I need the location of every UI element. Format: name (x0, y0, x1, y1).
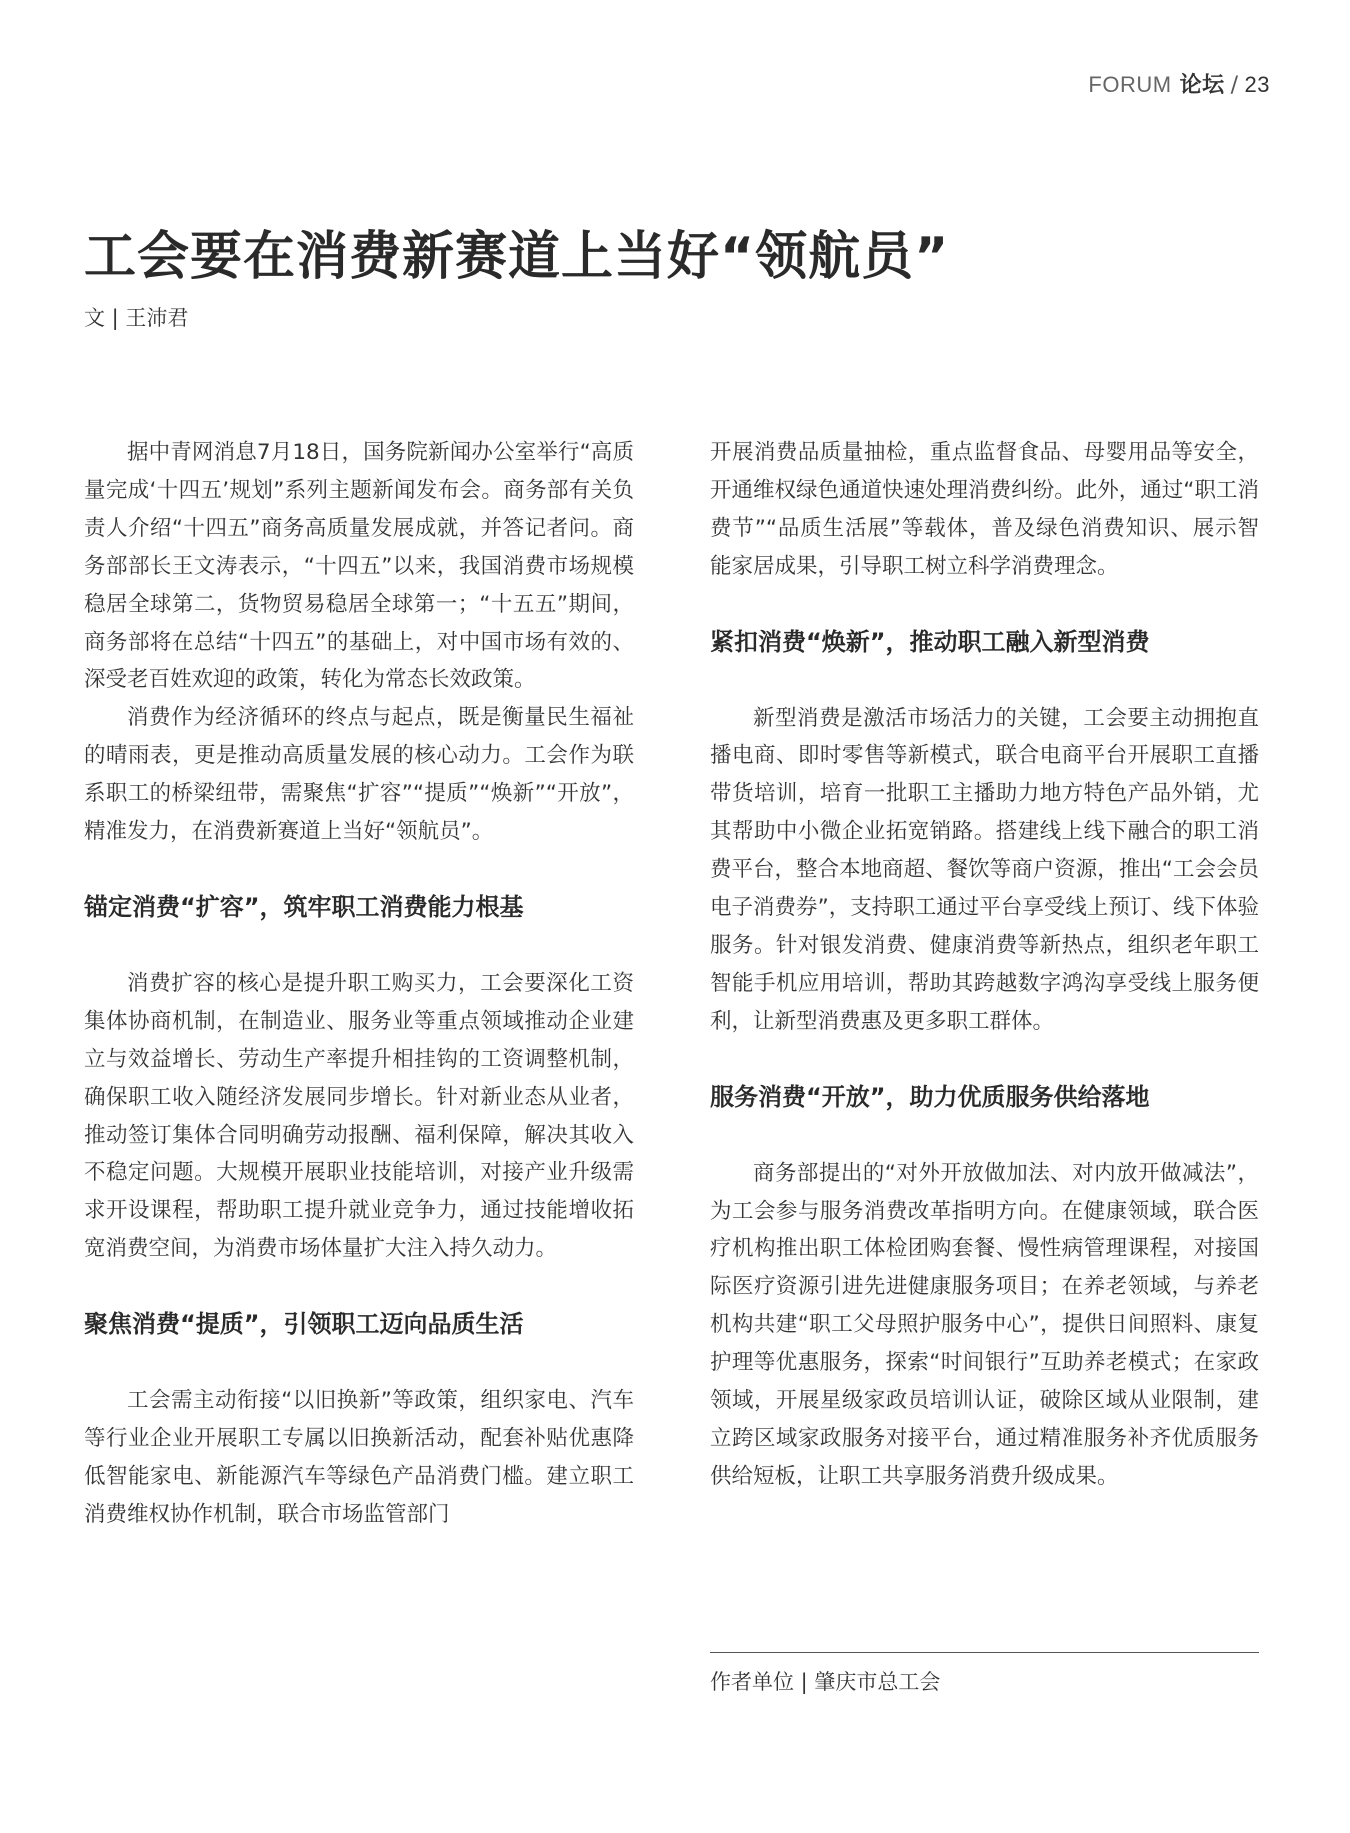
affiliation-divider (710, 1652, 1259, 1653)
section-heading-3: 紧扣消费“焕新”，推动职工融入新型消费 (710, 627, 1150, 656)
article-title: 工会要在消费新赛道上当好“领航员” (84, 227, 950, 287)
section-heading-4: 服务消费“开放”，助力优质服务供给落地 (710, 1082, 1150, 1111)
section-label-zh: 论坛 (1179, 73, 1225, 98)
running-header (1088, 68, 1270, 99)
section-3-body: 新型消费是激活市场活力的关键，工会要主动拥抱直播电商、即时零售等新模式，联合电商平台开展职工直播带货培训，培育一批职工主播助力地方特色产品外销，尤其帮助中小微企业拓宽销路。搭建线上线下融合的职工消费平台，整合本地商超、餐饮等商户资源，推出“工会会员电子消费券”，支持职工通过平台享受线上预订、线下体验服务。针对银发消费、健康消费等新热点，组织老年职工智能手机应用培训，帮助其跨越数字鸿沟享受线上服务便利，让新型消费惠及更多职工群体。 (710, 705, 1259, 1034)
intro-paragraph-1: 据中青网消息7月18日，国务院新闻办公室举行“高质量完成‘十四五’规划”系列主题新闻发布会。商务部有关负责人介绍“十四五”商务高质量发展成就，并答记者问。商务部部长王文涛表示，“十四五”以来，我国消费市场规模稳居全球第二，货物贸易稳居全球第一；“十五五”期间，商务部将在总结“十四五”的基础上，对中国市场有效的、深受老百姓欢迎的政策，转化为常态长效政策。 (84, 440, 634, 693)
section-heading-2: 聚焦消费“提质”，引领职工迈向品质生活 (84, 1310, 524, 1339)
intro-paragraph-2: 消费作为经济循环的终点与起点，既是衡量民生福祉的晴雨表，更是推动高质量发展的核心动力。工会作为联系职工的桥梁纽带，需聚焦“扩容”“提质”“焕新”“开放”，精准发力，在消费新赛道上当好“领航员”。 (84, 705, 634, 845)
section-4-body: 商务部提出的“对外开放做加法、对内放开做减法”，为工会参与服务消费改革指明方向。在健康领域，联合医疗机构推出职工体检团购套餐、慢性病管理课程，对接国际医疗资源引进先进健康服务项目；在养老领域，与养老机构共建“职工父母照护服务中心”，提供日间照料、康复护理等优惠服务，探索“时间银行”互助养老模式；在家政领域，开展星级家政员培训认证，破除区域从业限制，建立跨区域家政服务对接平台，通过精准服务补齐优质服务供给短板，让职工共享服务消费升级成果。 (710, 1160, 1259, 1489)
byline: 文 | 王沛君 (84, 306, 189, 330)
header-separator: / (1230, 73, 1239, 98)
author-affiliation: 作者单位 | 肇庆市总工会 (710, 1670, 941, 1694)
section-1-body: 消费扩容的核心是提升职工购买力，工会要深化工资集体协商机制，在制造业、服务业等重点领域推动企业建立与效益增长、劳动生产率提升相挂钩的工资调整机制，确保职工收入随经济发展同步增长。针对新业态从业者，推动签订集体合同明确劳动报酬、福利保障，解决其收入不稳定问题。大规模开展职业技能培训，对接产业升级需求开设课程，帮助职工提升就业竞争力，通过技能增收拓宽消费空间，为消费市场体量扩大注入持久动力。 (84, 970, 634, 1262)
section-label-en: FORUM (1088, 72, 1172, 97)
section-2-body-continued: 开展消费品质量抽检，重点监督食品、母婴用品等安全，开通维权绿色通道快速处理消费纠纷。此外，通过“职工消费节”“品质生活展”等载体，普及绿色消费知识、展示智能家居成果，引导职工树立科学消费理念。 (710, 440, 1259, 579)
right-column (710, 434, 1259, 1496)
left-column (84, 434, 634, 1534)
section-2-body-start: 工会需主动衔接“以旧换新”等政策，组织家电、汽车等行业企业开展职工专属以旧换新活动，配套补贴优惠降低智能家电、新能源汽车等绿色产品消费门槛。建立职工消费维权协作机制，联合市场监管部门 (84, 1388, 634, 1527)
page-number: 23 (1244, 72, 1270, 97)
section-heading-1: 锚定消费“扩容”，筑牢职工消费能力根基 (84, 892, 524, 921)
